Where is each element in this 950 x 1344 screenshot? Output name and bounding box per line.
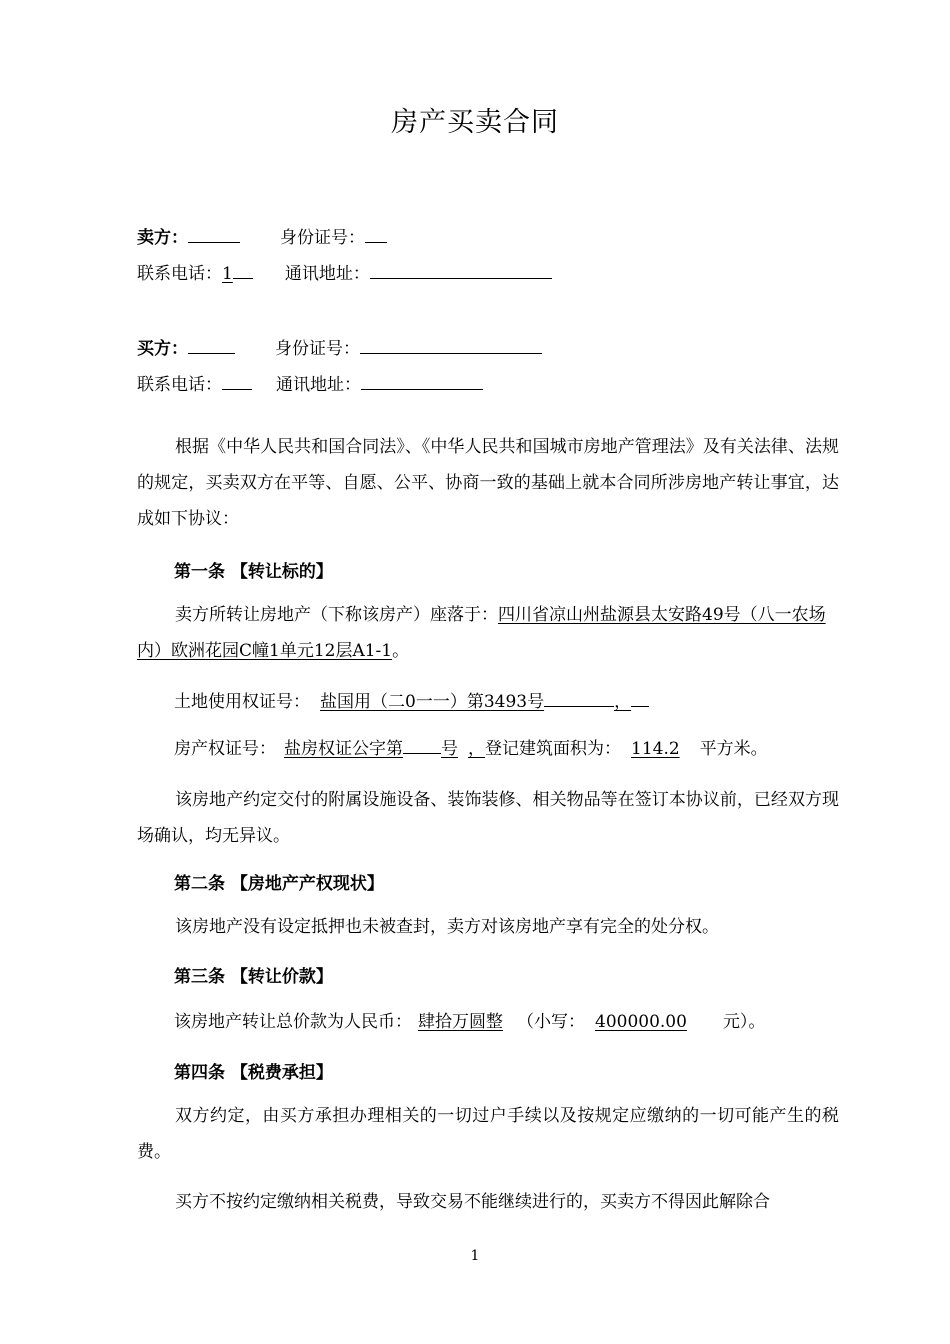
buyer-line-1: [137, 335, 542, 361]
art3-small-value: 400000.00: [595, 1012, 687, 1032]
article-1-heading: 第一条 【转让标的】: [174, 562, 333, 582]
seller-id-label: 身份证号：: [280, 228, 365, 248]
buyer-id-blank: [360, 335, 542, 354]
art1-area-unit: 平方米。: [699, 739, 768, 759]
article-4-heading: 第四条 【税费承担】: [174, 1063, 333, 1083]
art1-location-value: 四川省凉山州盐源县太安路49号（八一农场内）欧洲花园C幢1单元12层A1-1: [137, 605, 826, 661]
seller-label: 卖方：: [137, 228, 188, 248]
buyer-name-blank: [188, 335, 235, 354]
art1-property-prefix: 盐房权证公字第: [284, 739, 403, 759]
seller-line-2: [137, 260, 552, 286]
document-title: 房产买卖合同: [391, 107, 559, 138]
art1-land-line: [174, 688, 649, 714]
seller-address-blank: [370, 260, 552, 279]
art1-property-number-blank: [403, 735, 441, 754]
art3-price-line: [174, 1010, 765, 1034]
buyer-address-label: 通讯地址：: [276, 375, 361, 395]
seller-address-label: 通讯地址：: [284, 264, 370, 284]
art1-land-value: 盐国用（二0一一）第3493号: [320, 692, 545, 712]
buyer-line-2: [137, 371, 483, 397]
buyer-label: 买方：: [137, 339, 188, 359]
article-3-heading: 第三条 【转让价款】: [174, 967, 333, 987]
art1-land-suffix: ，: [614, 692, 632, 712]
page-number: 1: [470, 1248, 480, 1264]
art3-price-label: 该房地产转让总价款为人民币：: [174, 1012, 412, 1032]
seller-phone-value: 1: [222, 264, 233, 284]
art3-small-suffix: 元）。: [722, 1012, 766, 1032]
art1-area-label: 登记建筑面积为：: [485, 739, 621, 759]
art1-property-label: 房产权证号：: [174, 739, 276, 759]
art1-property-comma: ，: [468, 739, 485, 759]
art1-location: [137, 597, 839, 669]
seller-line-1: [137, 224, 387, 250]
art1-area-value: 114.2: [631, 739, 680, 759]
art3-price-words: 肆拾万圆整: [418, 1012, 503, 1032]
art2-text: 该房地产没有设定抵押也未被查封，卖方对该房地产享有完全的处分权。: [175, 917, 719, 937]
seller-phone-label: 联系电话：: [137, 264, 222, 284]
art1-property-line: [174, 735, 768, 761]
art4-text-1: 双方约定，由买方承担办理相关的一切过户手续以及按规定应缴纳的一切可能产生的税费。: [137, 1106, 839, 1162]
art1-property-suffix: 号: [441, 739, 458, 759]
art1-land-label: 土地使用权证号：: [174, 692, 310, 712]
buyer-phone-label: 联系电话：: [137, 375, 222, 395]
art1-note: 该房地产约定交付的附属设施设备、装饰装修、相关物品等在签订本协议前，已经双方现场确认，均无异议。: [137, 790, 839, 846]
art1-land-tail: [631, 688, 649, 707]
art1-location-prefix: 卖方所转让房地产（下称该房产）座落于：: [175, 605, 498, 625]
art4-text-2: 买方不按约定缴纳相关税费，导致交易不能继续进行的，买卖方不得因此解除合: [175, 1192, 770, 1212]
art1-location-suffix: 。: [392, 641, 410, 661]
article-2-heading: 第二条 【房地产产权现状】: [174, 874, 384, 894]
buyer-phone-blank: [222, 371, 252, 390]
art1-land-blank: [544, 688, 614, 707]
buyer-id-label: 身份证号：: [275, 339, 360, 359]
seller-id-blank: [365, 224, 387, 243]
buyer-address-blank: [361, 371, 483, 390]
seller-name-blank: [188, 224, 240, 243]
art3-small-label: （小写：: [517, 1012, 585, 1032]
seller-phone-blank: [233, 260, 253, 279]
intro-paragraph: 根据《中华人民共和国合同法》、《中华人民共和国城市房地产管理法》及有关法律、法规的规定，买卖双方在平等、自愿、公平、协商一致的基础上就本合同所涉房地产转让事宜，达成如下协议：: [137, 437, 839, 529]
